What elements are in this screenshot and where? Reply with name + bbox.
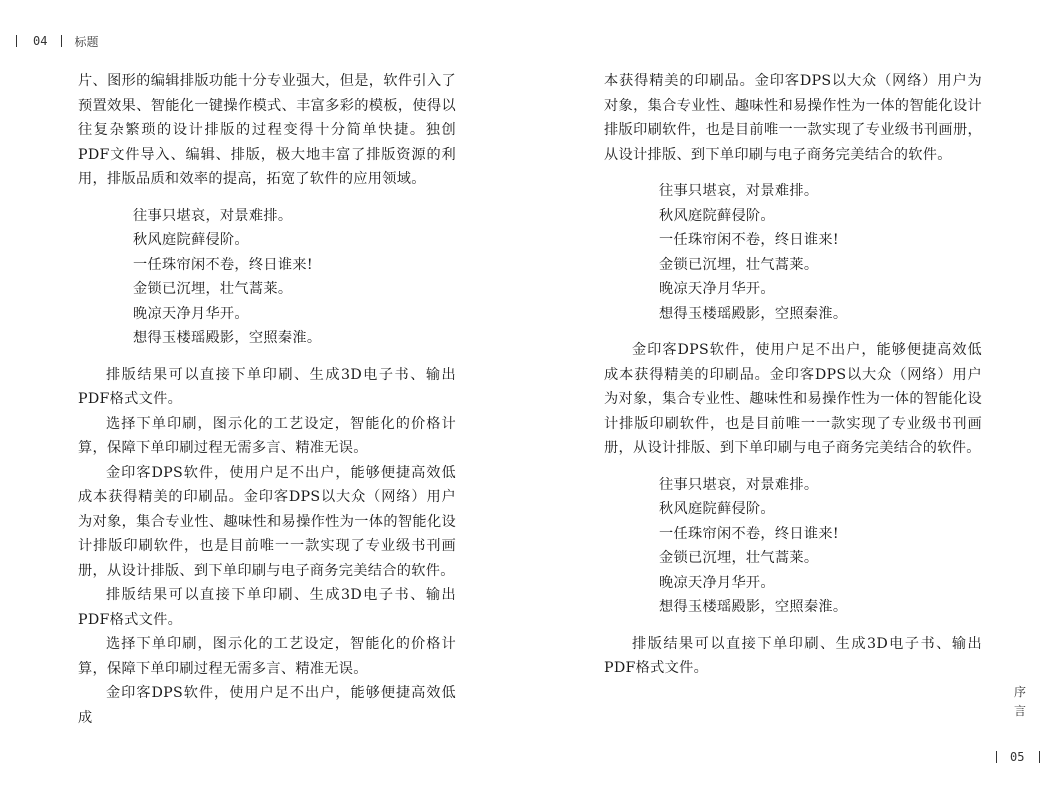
header-rule-right [61,35,62,47]
poem-line: 想得玉楼瑶殿影，空照秦淮。 [133,330,322,346]
poem-line: 晚凉天净月华开。 [659,281,775,297]
section-side-label [1012,683,1028,721]
body-paragraph: 片、图形的编辑排版功能十分专业强大，但是，软件引入了预置效果、智能化一键操作模式、丰富多彩的模板，使得以往复杂繁琐的设计排版的过程变得十分简单快捷。独创PDF文件导入、编辑、排版，极大地丰富了排版资源的利用，排版品质和效率的提高，拓宽了软件的应用领域。 [78,73,456,187]
side-label-char: 序 [1013,685,1026,699]
poem-line: 一任珠帘闲不卷，终日谁来! [133,256,313,273]
right-page-text [604,69,982,681]
poem-line: 金锁已沉埋，壮气蒿莱。 [659,550,819,566]
footer-rule-left [996,751,997,763]
running-header [16,31,98,51]
body-paragraph: 排版结果可以直接下单印刷、生成3D电子书、输出 PDF格式文件。 [78,366,456,407]
body-paragraph: 排版结果可以直接下单印刷、生成3D电子书、输出 PDF格式文件。 [604,635,982,676]
body-paragraph: 金印客DPS软件，使用户足不出户，能够便捷高效低成本获得精美的印刷品。金印客DPS以大众（网络）用户为对象，集合专业性、趣味性和易操作性为一体的智能化设计排版印刷软件，也是目前唯一一款实现了专业级书刊画册，从设计排版、到下单印刷与电子商务完美结合的软件。 [604,342,982,456]
page-number-left: 04 [33,34,48,48]
poem-line: 往事只堪哀，对景难排。 [133,207,293,224]
side-label-char: 言 [1013,704,1026,718]
page-number-right: 05 [1010,750,1025,764]
poem-line: 金锁已沉埋，壮气蒿莱。 [133,281,293,297]
footer-rule-right [1039,751,1040,763]
poem-line: 往事只堪哀，对景难排。 [659,183,819,199]
poem-block [604,473,982,620]
poem-line: 秋风庭院藓侵阶。 [133,232,249,248]
poem-block [604,179,982,326]
poem-line: 晚凉天净月华开。 [133,305,249,322]
poem-line: 想得玉楼瑶殿影，空照秦淮。 [659,305,848,322]
poem-block [78,204,456,351]
running-footer [996,749,1040,765]
poem-line: 秋风庭院藓侵阶。 [659,207,775,224]
poem-line: 想得玉楼瑶殿影，空照秦淮。 [659,599,848,615]
poem-line: 秋风庭院藓侵阶。 [659,501,775,517]
poem-line: 往事只堪哀，对景难排。 [659,476,819,493]
body-paragraph: 金印客DPS软件，使用户足不出户，能够便捷高效低成 [78,685,456,726]
poem-line: 晚凉天净月华开。 [659,574,775,591]
poem-line: 一任珠帘闲不卷，终日谁来! [659,232,839,248]
body-paragraph: 选择下单印刷，图示化的工艺设定，智能化的价格计算，保障下单印刷过程无需多言、精准无误。 [78,415,456,456]
body-paragraph: 本获得精美的印刷品。金印客DPS以大众（网络）用户为对象，集合专业性、趣味性和易操作性为一体的智能化设计排版印刷软件，也是目前唯一一款实现了专业级书刊画册，从设计排版、到下单印刷与电子商务完美结合的软件。 [604,73,982,163]
body-paragraph: 排版结果可以直接下单印刷、生成3D电子书、输出 PDF格式文件。 [78,587,456,628]
header-rule-left [16,35,17,47]
body-paragraph: 选择下单印刷，图示化的工艺设定，智能化的价格计算，保障下单印刷过程无需多言、精准无误。 [78,636,456,677]
poem-line: 一任珠帘闲不卷，终日谁来! [659,525,839,542]
poem-line: 金锁已沉埋，壮气蒿莱。 [659,256,819,273]
header-title: 标题 [74,34,99,49]
body-paragraph: 金印客DPS软件，使用户足不出户，能够便捷高效低成本获得精美的印刷品。金印客DPS以大众（网络）用户为对象，集合专业性、趣味性和易操作性为一体的智能化设计排版印刷软件，也是目前唯一一款实现了专业级书刊画册，从设计排版、到下单印刷与电子商务完美结合的软件。 [78,464,456,579]
left-page-text [78,69,456,730]
